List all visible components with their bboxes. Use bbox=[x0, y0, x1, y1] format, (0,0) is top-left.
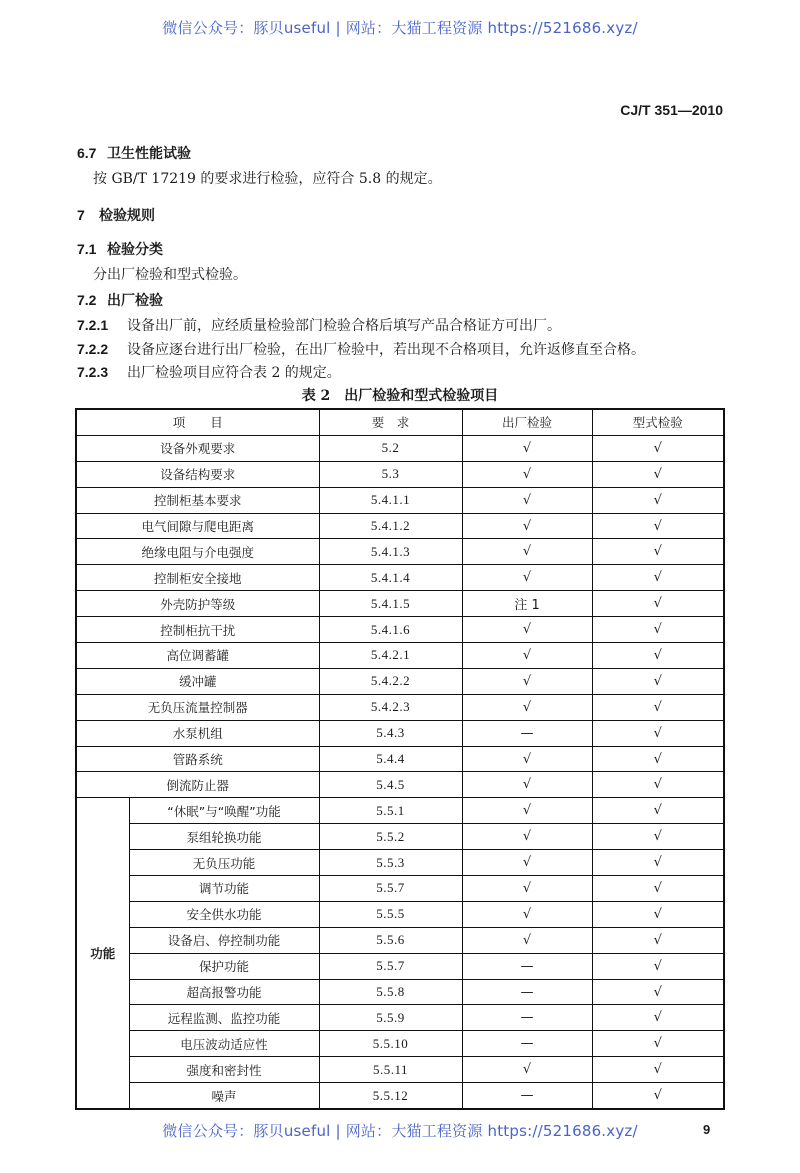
requirement-cell: 5.5.1 bbox=[319, 798, 462, 824]
table-caption: 表 2 出厂检验和型式检验项目 bbox=[301, 388, 499, 404]
factory-inspection-cell: √ bbox=[462, 643, 592, 669]
item-cell: 电气间隙与爬电距离 bbox=[76, 513, 319, 539]
requirement-cell: 5.3 bbox=[319, 461, 462, 487]
section-7-1-heading bbox=[77, 239, 163, 259]
item-cell: 控制柜安全接地 bbox=[76, 565, 319, 591]
item-cell: 泵组轮换功能 bbox=[129, 824, 319, 850]
type-inspection-cell: √ bbox=[592, 1005, 724, 1031]
section-number: 7.2.2 bbox=[77, 341, 109, 357]
table-row bbox=[76, 435, 724, 461]
requirement-cell: 5.5.5 bbox=[319, 901, 462, 927]
factory-inspection-cell: — bbox=[462, 1005, 592, 1031]
section-number: 7.2.1 bbox=[77, 317, 109, 333]
header-requirement: 要 求 bbox=[319, 409, 462, 435]
requirement-cell: 5.4.2.1 bbox=[319, 643, 462, 669]
table-row bbox=[76, 668, 724, 694]
table-row bbox=[76, 746, 724, 772]
type-inspection-cell: √ bbox=[592, 1031, 724, 1057]
type-inspection-cell: √ bbox=[592, 435, 724, 461]
requirement-cell: 5.5.7 bbox=[319, 876, 462, 902]
group-label-cell: 功能 bbox=[76, 798, 129, 1109]
table-row bbox=[76, 1031, 724, 1057]
table-row bbox=[76, 487, 724, 513]
type-inspection-cell: √ bbox=[592, 772, 724, 798]
item-cell: 缓冲罐 bbox=[76, 668, 319, 694]
factory-inspection-cell: 注 1 bbox=[462, 591, 592, 617]
type-inspection-cell: √ bbox=[592, 746, 724, 772]
factory-inspection-cell: √ bbox=[462, 798, 592, 824]
section-number: 7.1 bbox=[77, 241, 97, 257]
item-cell: 控制柜基本要求 bbox=[76, 487, 319, 513]
item-cell: 设备外观要求 bbox=[76, 435, 319, 461]
item-cell: 外壳防护等级 bbox=[76, 591, 319, 617]
requirement-cell: 5.4.1.2 bbox=[319, 513, 462, 539]
requirement-cell: 5.4.1.5 bbox=[319, 591, 462, 617]
requirement-cell: 5.5.2 bbox=[319, 824, 462, 850]
type-inspection-cell: √ bbox=[592, 720, 724, 746]
table-row bbox=[76, 694, 724, 720]
type-inspection-cell: √ bbox=[592, 1083, 724, 1109]
header-item: 项 目 bbox=[76, 409, 319, 435]
section-title: 卫生性能试验 bbox=[107, 146, 191, 162]
item-cell: 电压波动适应性 bbox=[129, 1031, 319, 1057]
requirement-cell: 5.4.1.4 bbox=[319, 565, 462, 591]
type-inspection-cell: √ bbox=[592, 1057, 724, 1083]
factory-inspection-cell: — bbox=[462, 953, 592, 979]
item-cell: “休眠”与“唤醒”功能 bbox=[129, 798, 319, 824]
item-cell: 设备启、停控制功能 bbox=[129, 927, 319, 953]
section-7-1-body: 分出厂检验和型式检验。 bbox=[93, 267, 247, 283]
table-row bbox=[76, 565, 724, 591]
table-row bbox=[76, 824, 724, 850]
item-cell: 安全供水功能 bbox=[129, 901, 319, 927]
section-body: 出厂检验项目应符合表 2 的规定。 bbox=[127, 365, 341, 381]
table-row bbox=[76, 617, 724, 643]
factory-inspection-cell: √ bbox=[462, 513, 592, 539]
type-inspection-cell: √ bbox=[592, 617, 724, 643]
factory-inspection-cell: √ bbox=[462, 487, 592, 513]
requirement-cell: 5.5.11 bbox=[319, 1057, 462, 1083]
table-row bbox=[76, 798, 724, 824]
table-row bbox=[76, 850, 724, 876]
table-row bbox=[76, 927, 724, 953]
section-7-2-heading bbox=[77, 290, 163, 310]
table-row bbox=[76, 720, 724, 746]
type-inspection-cell: √ bbox=[592, 876, 724, 902]
item-cell: 无负压功能 bbox=[129, 850, 319, 876]
requirement-cell: 5.4.3 bbox=[319, 720, 462, 746]
requirement-cell: 5.5.12 bbox=[319, 1083, 462, 1109]
factory-inspection-cell: — bbox=[462, 720, 592, 746]
factory-inspection-cell: √ bbox=[462, 565, 592, 591]
requirement-cell: 5.4.5 bbox=[319, 772, 462, 798]
requirement-cell: 5.2 bbox=[319, 435, 462, 461]
item-cell: 超高报警功能 bbox=[129, 979, 319, 1005]
table-row bbox=[76, 513, 724, 539]
factory-inspection-cell: — bbox=[462, 1083, 592, 1109]
type-inspection-cell: √ bbox=[592, 824, 724, 850]
item-cell: 调节功能 bbox=[129, 876, 319, 902]
inspection-items-table bbox=[75, 408, 725, 1110]
item-cell: 高位调蓄罐 bbox=[76, 643, 319, 669]
table-row bbox=[76, 1057, 724, 1083]
section-7-2-3 bbox=[77, 362, 341, 382]
section-number: 7.2 bbox=[77, 292, 97, 308]
page-number: 9 bbox=[703, 1122, 711, 1137]
table-row bbox=[76, 901, 724, 927]
type-inspection-cell: √ bbox=[592, 565, 724, 591]
type-inspection-cell: √ bbox=[592, 953, 724, 979]
type-inspection-cell: √ bbox=[592, 927, 724, 953]
section-number: 6.7 bbox=[77, 145, 97, 161]
type-inspection-cell: √ bbox=[592, 798, 724, 824]
type-inspection-cell: √ bbox=[592, 591, 724, 617]
factory-inspection-cell: √ bbox=[462, 746, 592, 772]
requirement-cell: 5.5.6 bbox=[319, 927, 462, 953]
type-inspection-cell: √ bbox=[592, 979, 724, 1005]
table-row bbox=[76, 643, 724, 669]
requirement-cell: 5.5.3 bbox=[319, 850, 462, 876]
document-code: CJ/T 351—2010 bbox=[620, 102, 723, 118]
section-title: 出厂检验 bbox=[107, 293, 163, 309]
type-inspection-cell: √ bbox=[592, 539, 724, 565]
factory-inspection-cell: √ bbox=[462, 772, 592, 798]
section-7-2-2 bbox=[77, 339, 645, 359]
requirement-cell: 5.5.8 bbox=[319, 979, 462, 1005]
table-row bbox=[76, 461, 724, 487]
factory-inspection-cell: √ bbox=[462, 927, 592, 953]
factory-inspection-cell: √ bbox=[462, 1057, 592, 1083]
section-number: 7.2.3 bbox=[77, 364, 109, 380]
type-inspection-cell: √ bbox=[592, 461, 724, 487]
section-7-heading bbox=[77, 205, 155, 225]
factory-inspection-cell: — bbox=[462, 979, 592, 1005]
item-cell: 控制柜抗干扰 bbox=[76, 617, 319, 643]
type-inspection-cell: √ bbox=[592, 668, 724, 694]
factory-inspection-cell: √ bbox=[462, 876, 592, 902]
type-inspection-cell: √ bbox=[592, 850, 724, 876]
table-row bbox=[76, 953, 724, 979]
section-number: 7 bbox=[77, 207, 85, 223]
section-6-7-heading bbox=[77, 143, 191, 163]
item-cell: 管路系统 bbox=[76, 746, 319, 772]
table-header-row bbox=[76, 409, 724, 435]
requirement-cell: 5.5.10 bbox=[319, 1031, 462, 1057]
section-body: 设备应逐台进行出厂检验，在出厂检验中，若出现不合格项目，允许返修直至合格。 bbox=[127, 342, 645, 358]
requirement-cell: 5.4.4 bbox=[319, 746, 462, 772]
factory-inspection-cell: √ bbox=[462, 617, 592, 643]
factory-inspection-cell: √ bbox=[462, 461, 592, 487]
section-7-2-1 bbox=[77, 315, 561, 335]
header-type-inspection: 型式检验 bbox=[592, 409, 724, 435]
item-cell: 设备结构要求 bbox=[76, 461, 319, 487]
section-title: 检验分类 bbox=[107, 242, 163, 258]
factory-inspection-cell: √ bbox=[462, 850, 592, 876]
item-cell: 无负压流量控制器 bbox=[76, 694, 319, 720]
factory-inspection-cell: √ bbox=[462, 824, 592, 850]
section-body: 设备出厂前，应经质量检验部门检验合格后填写产品合格证方可出厂。 bbox=[127, 318, 561, 334]
requirement-cell: 5.4.1.3 bbox=[319, 539, 462, 565]
table-row bbox=[76, 876, 724, 902]
item-cell: 保护功能 bbox=[129, 953, 319, 979]
type-inspection-cell: √ bbox=[592, 694, 724, 720]
watermark-top: 微信公众号：豚贝useful | 网站：大猫工程资源 https://521686.xyz/ bbox=[162, 19, 638, 37]
requirement-cell: 5.4.2.2 bbox=[319, 668, 462, 694]
requirement-cell: 5.5.9 bbox=[319, 1005, 462, 1031]
table-row bbox=[76, 539, 724, 565]
item-cell: 倒流防止器 bbox=[76, 772, 319, 798]
type-inspection-cell: √ bbox=[592, 513, 724, 539]
item-cell: 远程监测、监控功能 bbox=[129, 1005, 319, 1031]
table-row bbox=[76, 772, 724, 798]
factory-inspection-cell: √ bbox=[462, 694, 592, 720]
requirement-cell: 5.4.2.3 bbox=[319, 694, 462, 720]
table-row bbox=[76, 979, 724, 1005]
factory-inspection-cell: √ bbox=[462, 435, 592, 461]
item-cell: 水泵机组 bbox=[76, 720, 319, 746]
header-factory-inspection: 出厂检验 bbox=[462, 409, 592, 435]
requirement-cell: 5.4.1.6 bbox=[319, 617, 462, 643]
watermark-bottom: 微信公众号：豚贝useful | 网站：大猫工程资源 https://521686.xyz/ bbox=[162, 1122, 638, 1140]
table-body bbox=[76, 435, 724, 1109]
table-row bbox=[76, 1083, 724, 1109]
type-inspection-cell: √ bbox=[592, 643, 724, 669]
section-title: 检验规则 bbox=[99, 208, 155, 224]
requirement-cell: 5.5.7 bbox=[319, 953, 462, 979]
factory-inspection-cell: √ bbox=[462, 668, 592, 694]
table-row bbox=[76, 591, 724, 617]
item-cell: 绝缘电阻与介电强度 bbox=[76, 539, 319, 565]
requirement-cell: 5.4.1.1 bbox=[319, 487, 462, 513]
factory-inspection-cell: √ bbox=[462, 539, 592, 565]
item-cell: 噪声 bbox=[129, 1083, 319, 1109]
type-inspection-cell: √ bbox=[592, 901, 724, 927]
item-cell: 强度和密封性 bbox=[129, 1057, 319, 1083]
factory-inspection-cell: √ bbox=[462, 901, 592, 927]
factory-inspection-cell: — bbox=[462, 1031, 592, 1057]
type-inspection-cell: √ bbox=[592, 487, 724, 513]
table-row bbox=[76, 1005, 724, 1031]
section-6-7-body: 按 GB/T 17219 的要求进行检验，应符合 5.8 的规定。 bbox=[93, 171, 442, 187]
